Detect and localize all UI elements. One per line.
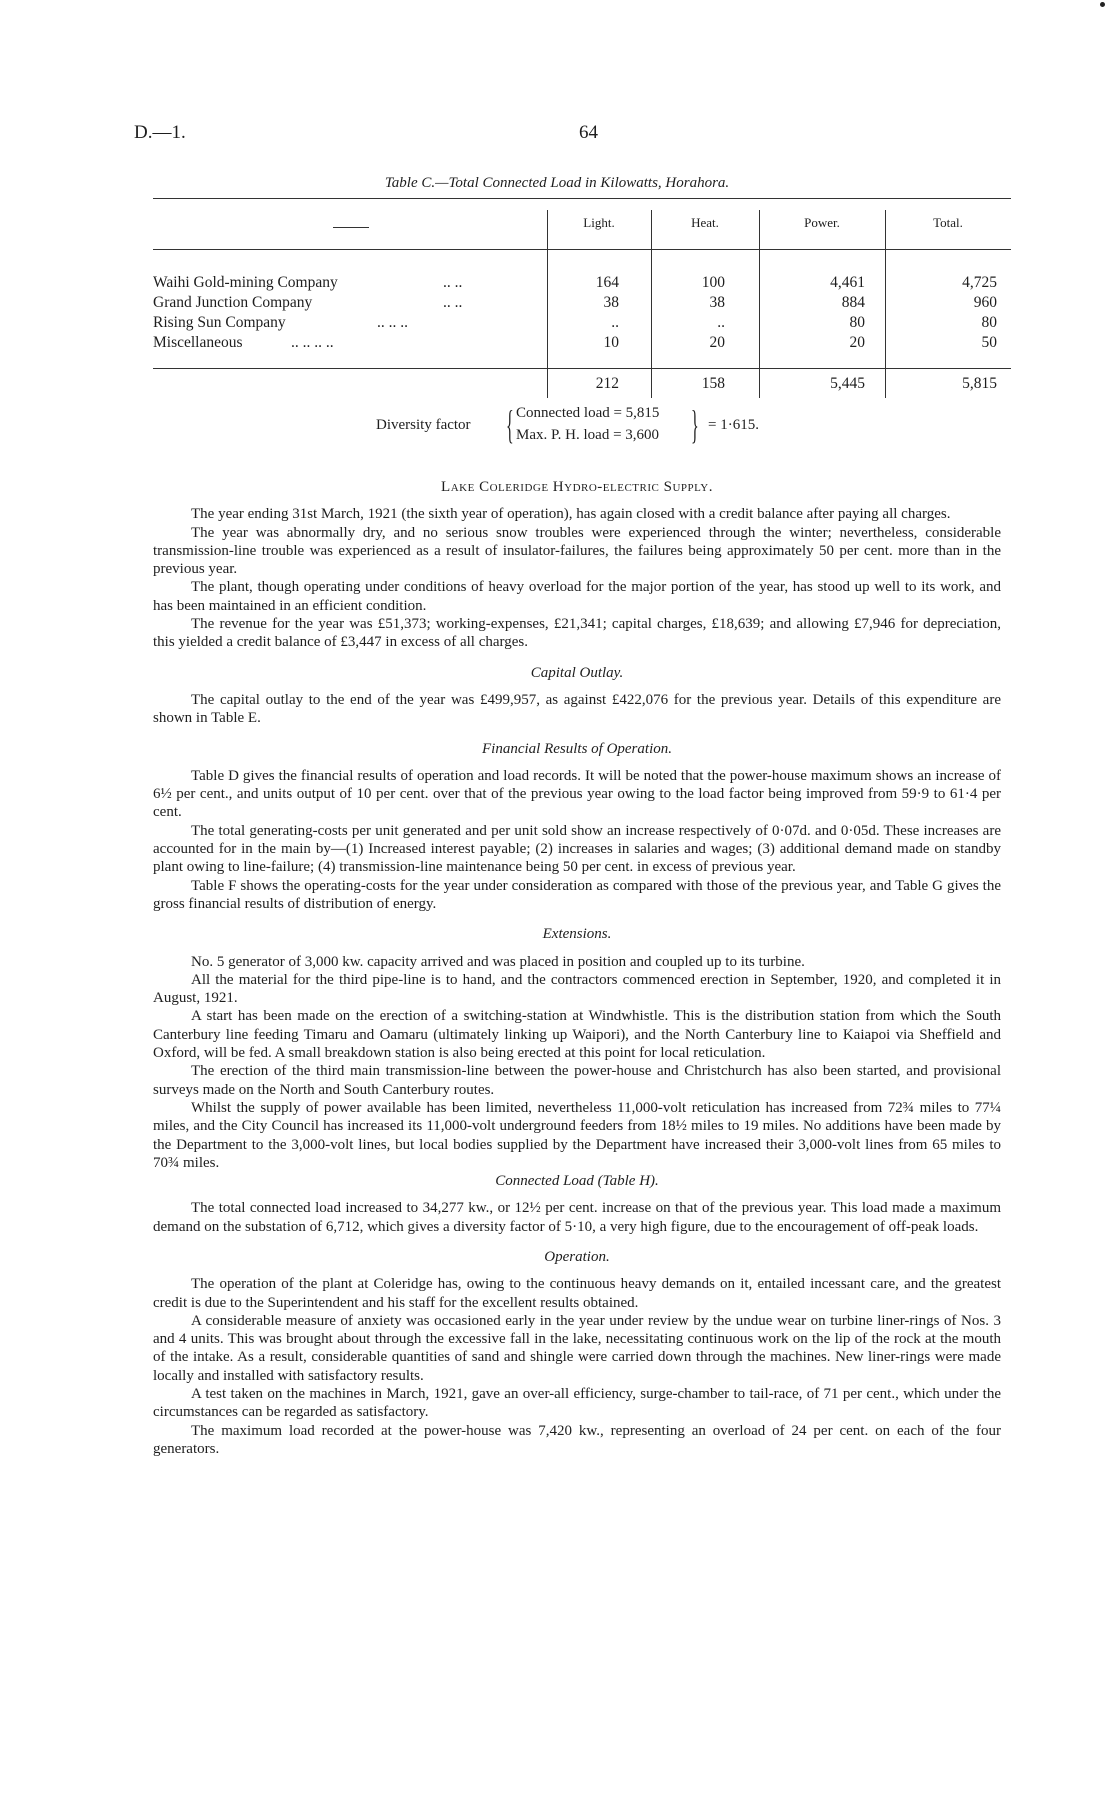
column-header-power: Power. xyxy=(804,215,840,230)
paragraph: Table F shows the operating-costs for the year under consideration as compared with those of the previous year, and Table G gives the gross financial results of distribution of energy. xyxy=(153,877,1001,912)
cell-heat: 38 xyxy=(709,294,725,311)
paragraph: The capital outlay to the end of the year was £499,957, as against £422,076 for the previous year. Details of this expenditure are shown in Table E. xyxy=(153,691,1001,727)
column-header-heat: Heat. xyxy=(691,215,719,230)
stub-header-dash xyxy=(333,227,369,228)
paragraph: No. 5 generator of 3,000 kw. capacity arrived and was placed in position and coupled up to its turbine. xyxy=(191,953,805,970)
cell-power: 884 xyxy=(841,294,865,311)
cell-total: 80 xyxy=(981,314,997,331)
row-leaders: .. .. .. .. xyxy=(291,334,334,351)
cell-light: 10 xyxy=(603,334,619,351)
row-leaders: .. .. xyxy=(443,274,463,291)
paragraph: The maximum load recorded at the power-house was 7,420 kw., representing an overload of 24 per cent. on each of the four generators. xyxy=(153,1422,1001,1457)
table-top-rule xyxy=(153,198,1011,199)
paragraph: The year was abnormally dry, and no serious snow troubles were experienced through the winter; nevertheless, considerable transmission-line trouble was experienced as a result of insulator-failures, the failures being approximately 50 per cent. more than in the previous year. xyxy=(153,524,1001,578)
brace-right-glyph: } xyxy=(691,402,699,447)
section-heading: Lake Coleridge Hydro-electric Supply. xyxy=(441,479,713,495)
paragraph: Whilst the supply of power available has been limited, nevertheless 11,000-volt reticulation has increased from 72¾ miles to 77¼ miles, and the City Council has increased its 11,000-volt underground feeders from 18½ miles to 19 miles. No additions have been made by the Department to the 3,000-volt lines, but local bodies supplied by the Department have increased their 3,000-volt lines from 65 miles to 70¾ miles. xyxy=(153,1099,1001,1171)
page-number: 64 xyxy=(579,122,598,143)
paragraph: A start has been made on the erection of a switching-station at Windwhistle. This is the distribution station from which the South Canterbury line feeding Timaru and Oamaru (ultimately linking up Waipori), and the North Canterbury line to Kaiapoi via Sheffield and Oxford, will be fed. A small breakdown station is also being erected at this point for local reticulation. xyxy=(153,1008,1001,1062)
page-dot-mark xyxy=(1100,2,1105,7)
row-name: Rising Sun Company xyxy=(153,314,286,331)
cell-total: 4,725 xyxy=(962,274,997,291)
brace-left-glyph: { xyxy=(506,402,514,447)
row-name: Miscellaneous xyxy=(153,334,243,351)
paragraph: Table D gives the financial results of operation and load records. It will be noted that the power-house maximum shows an increase of 6½ per cent., and units output of 10 per cent. over that of the previous year owing to the load factor being improved from 59·9 to 61·4 per cent. xyxy=(153,767,1001,821)
cell-light: .. xyxy=(611,314,619,331)
total-power: 5,445 xyxy=(830,375,865,392)
cell-heat: 20 xyxy=(709,334,725,351)
cell-power: 4,461 xyxy=(830,274,865,291)
table-totals-rule xyxy=(153,368,1011,369)
row-name: Waihi Gold-mining Company xyxy=(153,274,338,291)
paragraph: The plant, though operating under conditions of heavy overload for the major portion of the year, has stood up well to its work, and has been maintained in an efficient condition. xyxy=(153,579,1001,614)
table-header-rule xyxy=(153,249,1011,250)
paragraph: A considerable measure of anxiety was occasioned early in the year under review by the undue wear on turbine liner-rings of Nos. 3 and 4 units. This was brought about through the excessive fall in the lake, necessitating continuous work on the lip of the rock at the mouth of the intake. As a result, considerable quantities of sand and shingle were carried down through the machines. New liner-rings were made locally and installed with satisfactory results. xyxy=(153,1312,1001,1384)
paragraph: The total connected load increased to 34,277 kw., or 12½ per cent. increase on that of the previous year. This load made a maximum demand on the substation of 6,712, which gives a diversity factor of 5·10, a very high figure, due to the encouragement of off-peak loads. xyxy=(153,1200,1001,1235)
paragraph: The year ending 31st March, 1921 (the sixth year of operation), has again closed with a credit balance after paying all charges. xyxy=(191,506,951,523)
diversity-label: Diversity factor xyxy=(376,417,471,433)
paragraph: All the material for the third pipe-line is to hand, and the contractors commenced erection in September, 1920, and completed it in August, 1921. xyxy=(153,971,1001,1007)
total-total: 5,815 xyxy=(962,375,997,392)
paragraph: The revenue for the year was £51,373; working-expenses, £21,341; capital charges, £18,639; and allowing £7,946 for depreciation, this yielded a credit balance of £3,447 in excess of all charges. xyxy=(153,616,1001,651)
subheading-financial-results: Financial Results of Operation. xyxy=(482,740,672,757)
row-leaders: .. .. xyxy=(443,294,463,311)
cell-total: 960 xyxy=(973,294,997,311)
paragraph: The erection of the third main transmission-line between the power-house and Christchurch has also been started, and provisional surveys made on the North and South Canterbury routes. xyxy=(153,1063,1001,1098)
total-heat: 158 xyxy=(701,375,725,392)
cell-heat: .. xyxy=(717,314,725,331)
subheading-connected-load: Connected Load (Table H). xyxy=(495,1173,659,1190)
paragraph: A test taken on the machines in March, 1921, gave an over-all efficiency, surge-chamber to tail-race, of 71 per cent., which under the circumstances can be regarded as satisfactory. xyxy=(153,1386,1001,1421)
paragraph: The operation of the plant at Coleridge has, owing to the continuous heavy demands on it, entailed incessant care, and the greatest credit is due to the Superintendent and his staff for the excellent results obtained. xyxy=(153,1276,1001,1311)
column-header-light: Light. xyxy=(583,215,615,230)
connected-load-table xyxy=(153,198,1011,398)
body-text xyxy=(153,478,1001,1458)
subheading-extensions: Extensions. xyxy=(542,926,612,943)
diversity-result: = 1·615. xyxy=(708,417,759,433)
subheading-capital-outlay: Capital Outlay. xyxy=(530,664,624,681)
total-light: 212 xyxy=(595,375,619,392)
subheading-operation: Operation. xyxy=(544,1248,610,1265)
column-header-total: Total. xyxy=(933,215,963,230)
cell-light: 164 xyxy=(595,274,619,291)
cell-power: 20 xyxy=(849,334,865,351)
cell-heat: 100 xyxy=(701,274,725,291)
table-title: Table C.—Total Connected Load in Kilowatts, Horahora. xyxy=(384,175,730,191)
diversity-connected-load: Connected load = 5,815 xyxy=(516,405,660,421)
cell-power: 80 xyxy=(849,314,865,331)
row-name: Grand Junction Company xyxy=(153,294,313,311)
row-leaders: .. .. .. xyxy=(377,314,408,331)
diversity-max-load: Max. P. H. load = 3,600 xyxy=(516,427,660,443)
document-code: D.—1. xyxy=(134,122,186,143)
cell-total: 50 xyxy=(981,334,997,351)
cell-light: 38 xyxy=(603,294,619,311)
diversity-factor xyxy=(376,402,836,455)
paragraph: The total generating-costs per unit generated and per unit sold show an increase respectively of 0·07d. and 0·05d. These increases are accounted for in the main by—(1) Increased interest payable; (2) increases in salaries and wages; (3) additional demand made on standby plant owing to line-failure; (4) transmission-line maintenance being 50 per cent. in excess of previous year. xyxy=(153,822,1001,876)
